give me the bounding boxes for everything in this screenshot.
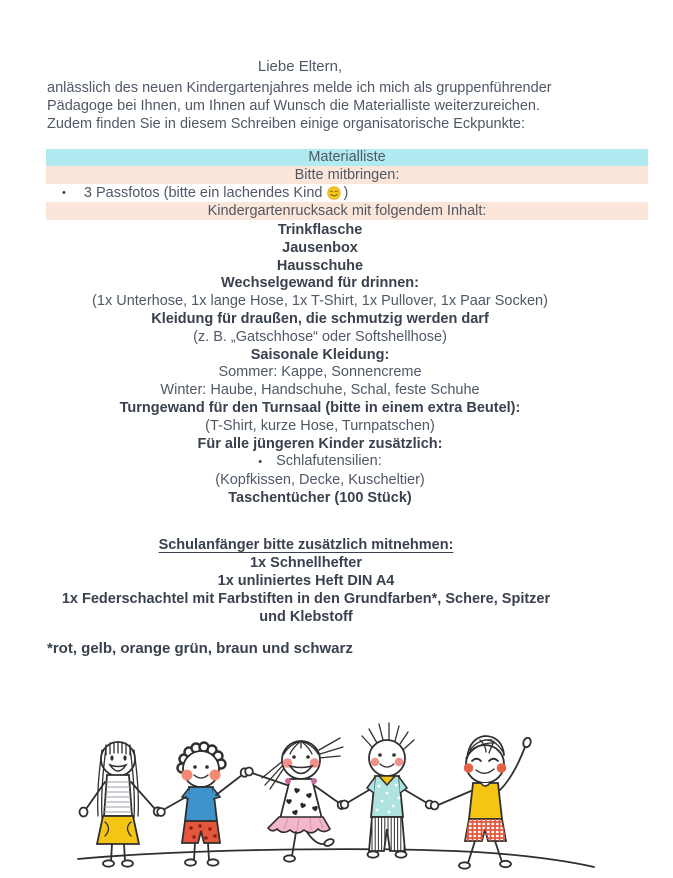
list-item: (T-Shirt, kurze Hose, Turnpatschen) [205, 417, 435, 434]
list-item: Trinkflasche [277, 222, 363, 238]
bring-along-band: Bitte mitbringen: [46, 166, 648, 184]
list-item: Jausenbox [282, 239, 358, 256]
list-item: Turngewand für den Turnsaal (bitte in einem extra Beutel): [119, 399, 521, 416]
list-item: Saisonale Kleidung: [250, 346, 390, 363]
child-boy-spiky-hair [341, 723, 434, 858]
passfotos-text: 3 Passfotos (bitte ein lachendes Kind [83, 185, 323, 201]
passfotos-text-close: ) [343, 185, 349, 201]
material-list [20, 222, 620, 508]
rucksack-band: Kindergartenrucksack mit folgendem Inhalt: [46, 202, 648, 220]
greeting: Liebe Eltern, [257, 58, 343, 75]
list-item: Kleidung für draußen, die schmutzig werden darf [151, 310, 489, 327]
list-item: Schlafutensilien: [276, 453, 382, 470]
list-item: Winter: Haube, Handschuhe, Schal, feste Schuhe [160, 382, 480, 399]
passfotos-item [46, 184, 648, 202]
list-item: Taschentücher (100 Stück) [228, 489, 412, 506]
list-item: (Kopfkissen, Decke, Kuscheltier) [215, 472, 425, 489]
ground-line [78, 849, 594, 867]
children-holding-hands-illustration [56, 698, 616, 878]
intro-line: Pädagoge bei Ihnen, um Ihnen auf Wunsch die Materialliste weiterzureichen. [47, 98, 541, 114]
list-item: Wechselgewand für drinnen: [221, 275, 419, 292]
school-item: 1x unliniertes Heft DIN A4 [217, 573, 395, 589]
bullet-dot: • [258, 456, 263, 469]
child-girl-pigtails [245, 738, 345, 862]
list-item: (1x Unterhose, 1x lange Hose, 1x T-Shirt, 1x Pullover, 1x Paar Socken) [92, 293, 548, 310]
school-item: und Klebstoff [259, 609, 353, 625]
school-item: 1x Schnellhefter [249, 555, 362, 571]
material-list-title-band: Materialliste [46, 149, 648, 166]
school-starters-title: Schulanfänger bitte zusätzlich mitnehmen: [158, 537, 454, 553]
child-waving [431, 736, 532, 869]
intro-line: anlässlich des neuen Kindergartenjahres melde ich mich als gruppenführender [47, 80, 552, 96]
smiling-face-icon [327, 186, 341, 200]
school-item: 1x Federschachtel mit Farbstiften in den Grundfarben*, Schere, Spitzer [61, 591, 551, 607]
list-item: Sommer: Kappe, Sonnencreme [218, 364, 422, 381]
list-item: (z. B. „Gatschhose“ oder Softshellhose) [193, 328, 447, 345]
bullet-dot: • [62, 187, 66, 199]
school-starters-section [0, 536, 612, 626]
list-item: Für alle jüngeren Kinder zusätzlich: [197, 435, 443, 452]
list-item: Hausschuhe [276, 257, 364, 274]
intro-line: Zudem finden Sie in diesem Schreiben einige organisatorische Eckpunkte: [47, 116, 525, 132]
list-item-bulleted [20, 453, 620, 472]
color-footnote: *rot, gelb, orange grün, braun und schwarz [47, 640, 353, 657]
child-girl-straight-hair [80, 742, 162, 867]
child-boy-curly-hair [157, 743, 248, 866]
intro-paragraph [47, 79, 647, 133]
